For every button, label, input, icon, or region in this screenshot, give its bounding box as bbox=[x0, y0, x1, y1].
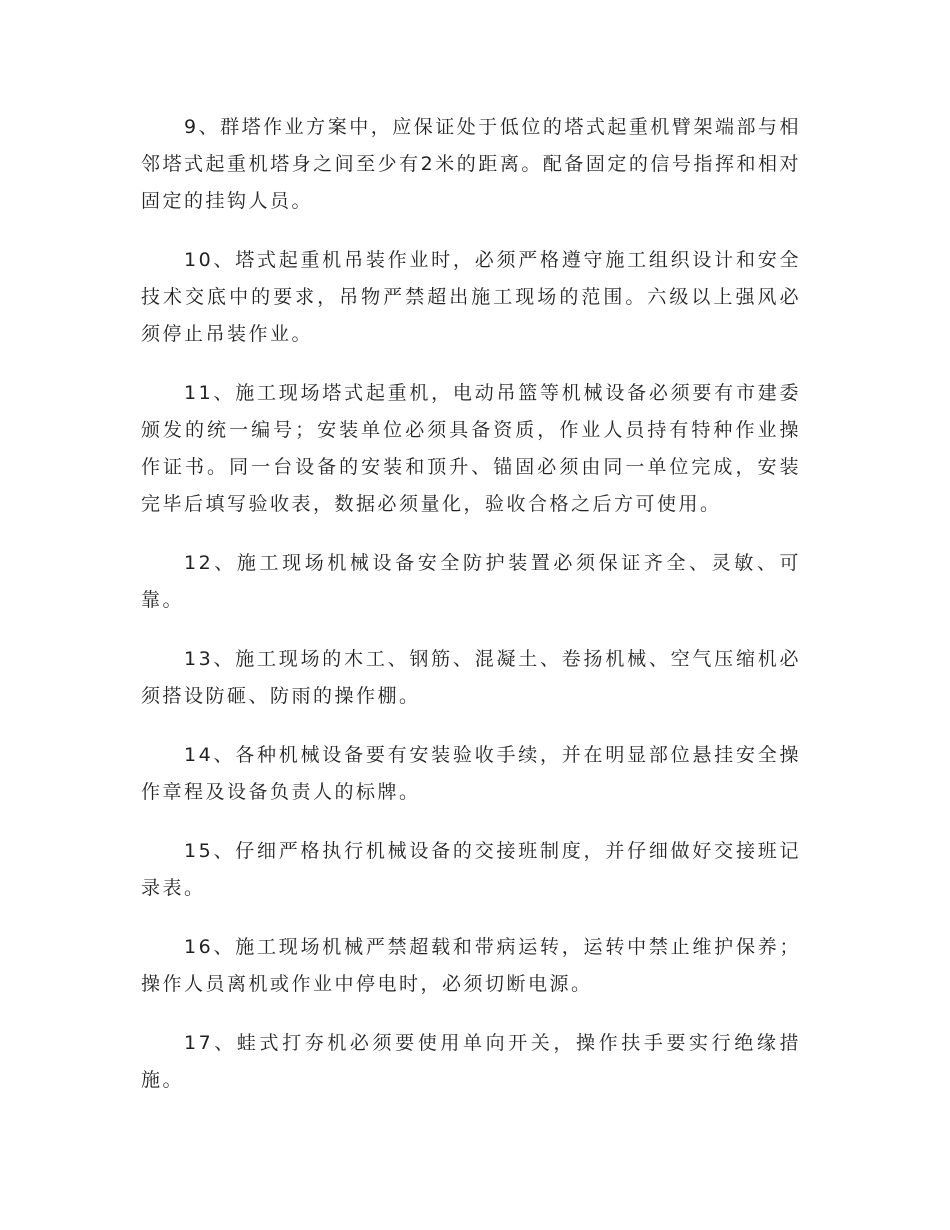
paragraph-13: 13、施工现场的木工、钢筋、混凝土、卷扬机械、空气压缩机必须搭设防砸、防雨的操作棚。 bbox=[141, 648, 801, 707]
paragraph-14: 14、各种机械设备要有安装验收手续，并在明显部位悬挂安全操作章程及设备负责人的标牌。 bbox=[141, 744, 801, 803]
document-body bbox=[141, 109, 801, 1121]
paragraph-12: 12、施工现场机械设备安全防护装置必须保证齐全、灵敏、可靠。 bbox=[141, 552, 801, 611]
paragraph-15: 15、仔细严格执行机械设备的交接班制度，并仔细做好交接班记录表。 bbox=[141, 840, 801, 899]
paragraph-10: 10、塔式起重机吊装作业时，必须严格遵守施工组织设计和安全技术交底中的要求，吊物严禁超出施工现场的范围。六级以上强风必须停止吊装作业。 bbox=[141, 249, 801, 345]
paragraph-11: 11、施工现场塔式起重机，电动吊篮等机械设备必须要有市建委颁发的统一编号；安装单位必须具备资质，作业人员持有特种作业操作证书。同一台设备的安装和顶升、锚固必须由同一单位完成，安装完毕后填写验收表，数据必须量化，验收合格之后方可使用。 bbox=[141, 382, 801, 515]
paragraph-17: 17、蛙式打夯机必须要使用单向开关，操作扶手要实行绝缘措施。 bbox=[141, 1032, 801, 1091]
paragraph-16: 16、施工现场机械严禁超载和带病运转，运转中禁止维护保养；操作人员离机或作业中停电时，必须切断电源。 bbox=[141, 936, 801, 995]
paragraph-9: 9、群塔作业方案中，应保证处于低位的塔式起重机臂架端部与相邻塔式起重机塔身之间至少有2米的距离。配备固定的信号指挥和相对固定的挂钩人员。 bbox=[141, 116, 801, 212]
